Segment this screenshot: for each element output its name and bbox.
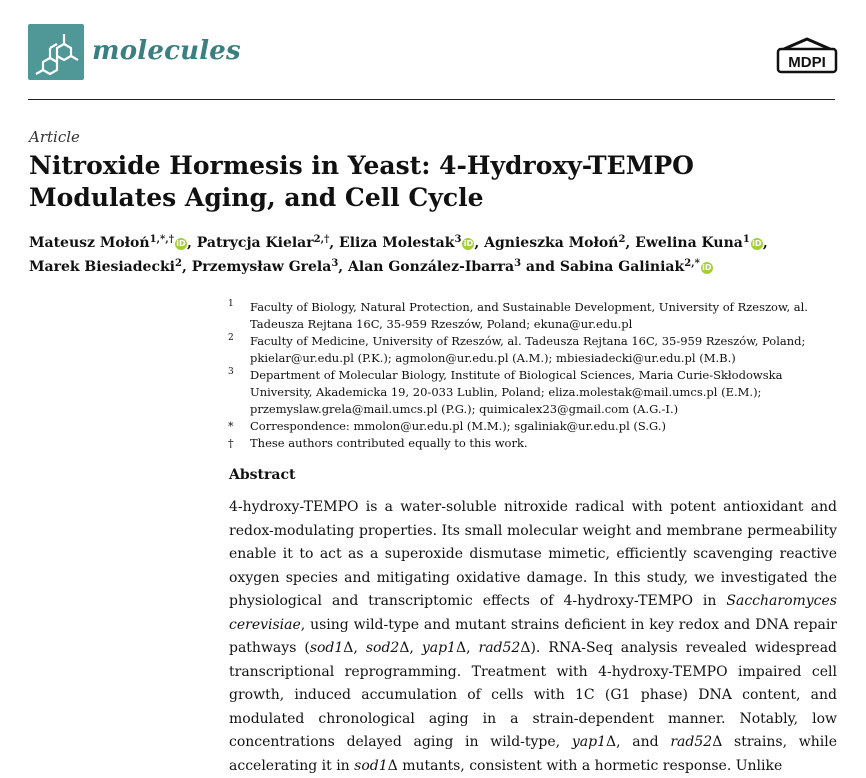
dagger-marker: † xyxy=(228,437,234,450)
correspondence-marker: * xyxy=(228,420,234,433)
author-affil-sup: 2 xyxy=(175,258,182,269)
organism-name: Saccharomyces cerevisiae xyxy=(229,593,837,633)
affiliation-marker: 2 xyxy=(228,333,234,343)
author-affil-sup: 1,*,† xyxy=(149,234,174,245)
author-name[interactable]: Alan González-Ibarra xyxy=(348,259,515,275)
author-name[interactable]: Mateusz Mołoń xyxy=(29,235,150,251)
article-title: Nitroxide Hormesis in Yeast: 4-Hydroxy-TEMPO Modulates Aging, and Cell Cycle xyxy=(29,151,694,212)
affiliation-item xyxy=(228,367,838,418)
author-affil-sup: 1 xyxy=(742,234,750,245)
author-affil-sup: 2,† xyxy=(313,234,330,245)
article-type: Article xyxy=(29,128,80,146)
author-name[interactable]: Patrycja Kielar xyxy=(196,235,314,251)
orcid-icon[interactable]: iD xyxy=(463,239,474,248)
gene-yap1: yap1 xyxy=(421,640,456,656)
journal-logo-icon xyxy=(28,24,84,80)
gene-rad52: rad52 xyxy=(670,734,713,750)
affiliation-text: Faculty of Medicine, University of Rzeszów, al. Tadeusza Rejtana 16C, 35-959 Rzeszów, Poland; pkielar@ur.edu.pl (P.K.); agmolon@ur.edu.pl (A.M.); mbiesiadecki@ur.edu.pl (M.B.) xyxy=(250,334,806,365)
author-name[interactable]: Marek Biesiadecki xyxy=(29,259,175,275)
correspondence-text: Correspondence: mmolon@ur.edu.pl (M.M.); sgaliniak@ur.edu.pl (S.G.) xyxy=(250,419,666,433)
gene-sod1: sod1 xyxy=(354,757,388,774)
author-name[interactable]: Agnieszka Mołoń xyxy=(484,235,619,251)
equal-contribution-text: These authors contributed equally to this work. xyxy=(250,436,528,450)
author-affil-sup: 3 xyxy=(454,234,462,245)
author-affil-sup: 3 xyxy=(514,258,522,269)
affiliation-item xyxy=(228,299,838,333)
abstract-text: 4-hydroxy-TEMPO is a water-soluble nitroxide radical with potent antioxidant and redox-modulating properties. Its small molecular weight and membrane permeability enable it to act as a superoxide dismutase mimetic, efficiently scavenging reactive oxygen species and mitigating oxidative damage. In this study, we investigated the physiological and transcriptomic effects of 4-hydroxy-TEMPO in Saccharomyces cerevisiae, using wild-type and mutant strains deficient in key redox and DNA repair pathways (sod1Δ, sod2Δ, yap1Δ, rad52Δ). RNA-Seq analysis revealed widespread transcriptional reprogramming. Treatment with 4-hydroxy-TEMPO impaired cell growth, induced accumulation of cells with 1C (G1 phase) DNA content, and modulated chronological aging in a strain-dependent manner. Notably, low concentrations delayed aging in wild-type, yap1Δ, and rad52Δ strains, while accelerating it in sod1Δ mutants, consistent with a hormetic response. Unlike xyxy=(229,499,838,774)
affiliation-text: Department of Molecular Biology, Institute of Biological Sciences, Maria Curie-Skłodowska University, Akademicka 19, 20-033 Lublin, Poland; eliza.molestak@mail.umcs.pl (E.M.); przemyslaw.grela@mail.umcs.pl (P.G.); quimicalex23@gmail.com (A.G.-I.) xyxy=(250,368,783,416)
affiliation-item xyxy=(228,333,838,367)
author-name[interactable]: Przemysław Grela xyxy=(191,259,332,275)
affiliations xyxy=(228,299,838,452)
affiliation-text: Faculty of Biology, Natural Protection, and Sustainable Development, University of Rzeszow, al. Tadeusza Rejtana 16C, 35-959 Rzeszów, Poland; ekuna@ur.edu.pl xyxy=(250,300,808,331)
author-affil-sup: 2 xyxy=(618,234,626,245)
author-affil-sup: 2,* xyxy=(684,258,700,269)
author-name[interactable]: Sabina Galiniak xyxy=(559,259,685,275)
gene-rad52: rad52 xyxy=(478,640,521,656)
journal-name[interactable]: molecules xyxy=(92,36,241,66)
publisher-name: MDPI xyxy=(788,54,826,71)
gene-yap1: yap1 xyxy=(571,734,606,750)
orcid-icon[interactable]: iD xyxy=(752,239,762,248)
mdpi-logo[interactable] xyxy=(776,36,838,76)
orcid-icon[interactable]: iD xyxy=(702,263,712,272)
orcid-icon[interactable]: iD xyxy=(176,239,186,248)
affiliation-marker: 1 xyxy=(228,299,234,309)
gene-sod2: sod2 xyxy=(365,640,400,656)
author-affil-sup: 3 xyxy=(331,258,339,269)
correspondence-item xyxy=(228,418,838,435)
header-divider xyxy=(28,99,835,100)
gene-sod1: sod1 xyxy=(309,640,344,656)
journal-header xyxy=(0,0,866,110)
author-name[interactable]: Eliza Molestak xyxy=(339,235,455,251)
abstract-heading: Abstract xyxy=(229,467,296,483)
author-name[interactable]: Ewelina Kuna xyxy=(635,235,743,251)
author-list: Mateusz Mołoń$^{1,*,\dagger}$ iD, Patrycja Kielar$^{2,\dagger}$, Eliza Molestak$^3$ iD, Agnieszka Mołoń$^2$, Ewelina Kuna$^1$ iD, Marek Biesiadecki$^2$, Przemysław Grela$^3$, Alan González-Ibarra$^3$ and Sabina Galiniak$^{2,*}$ iD xyxy=(29,234,768,275)
equal-contribution-note xyxy=(228,435,838,452)
affiliation-marker: 3 xyxy=(228,367,234,377)
